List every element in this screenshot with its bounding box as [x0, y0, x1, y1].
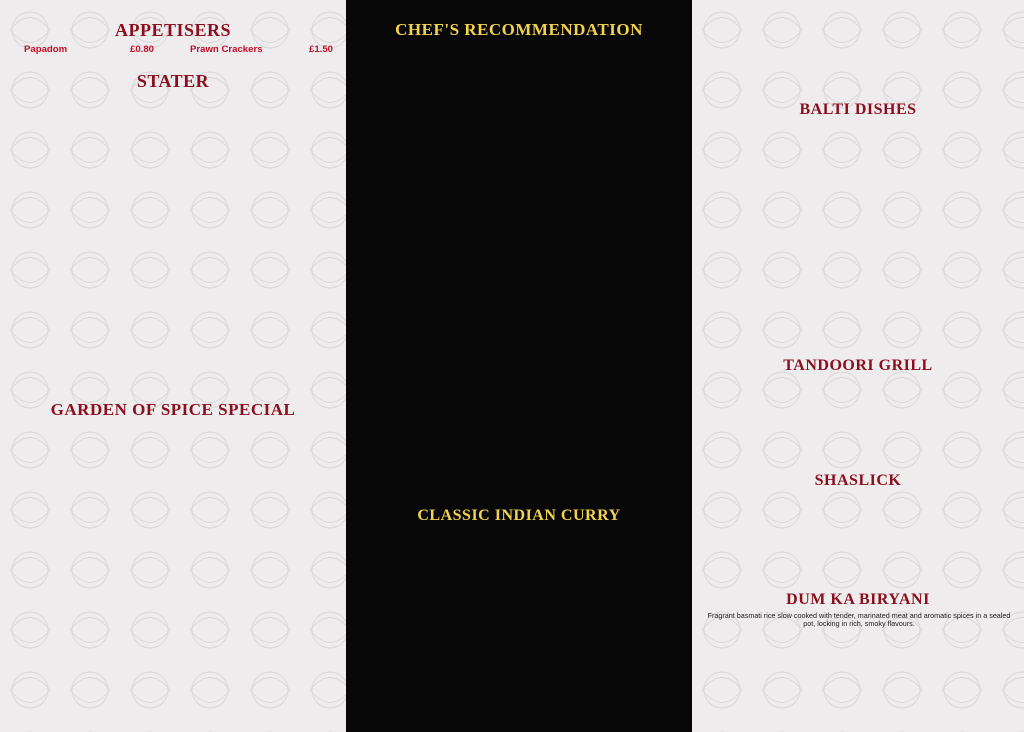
menu-item-header: [24, 44, 154, 55]
menu-item-name: Papadom: [24, 44, 68, 55]
menu-item-name: Prawn Crackers: [190, 44, 263, 55]
balti-dishes-title: BALTI DISHES: [799, 101, 917, 118]
dum-ka-biryani-title: DUM KA BIRYANI: [786, 591, 930, 608]
appetisers-title: APPETISERS: [114, 20, 232, 40]
tandoori-grill-title: TANDOORI GRILL: [783, 357, 933, 374]
chefs-recommendation-title: CHEF'S RECOMMENDATION: [395, 20, 643, 39]
menu-item: [190, 44, 333, 55]
garden-of-spice-special-title: GARDEN OF SPICE SPECIAL: [50, 400, 296, 419]
menu-panel-right: [692, 0, 1024, 732]
menu-item-title: [24, 44, 67, 55]
menu-item: [24, 44, 154, 55]
shaslick-title: SHASLICK: [814, 472, 902, 489]
menu-item-header: [190, 44, 333, 55]
classic-indian-curry-title: CLASSIC INDIAN CURRY: [417, 507, 621, 524]
menu-item-price: £0.80: [129, 44, 154, 55]
menu-item-title: [190, 44, 263, 55]
biryani-intro: Fragrant basmati rice slow cooked with tender, marinated meat and aromatic spices in a sealed pot, locking in rich, smoky flavours.: [707, 611, 1011, 628]
menu-panel-left: [0, 0, 346, 732]
menu-item-price: £1.50: [308, 44, 333, 55]
stater-title: STATER: [136, 71, 210, 91]
menu-panel-center: [346, 0, 692, 732]
floral-pattern-left: [0, 0, 346, 732]
